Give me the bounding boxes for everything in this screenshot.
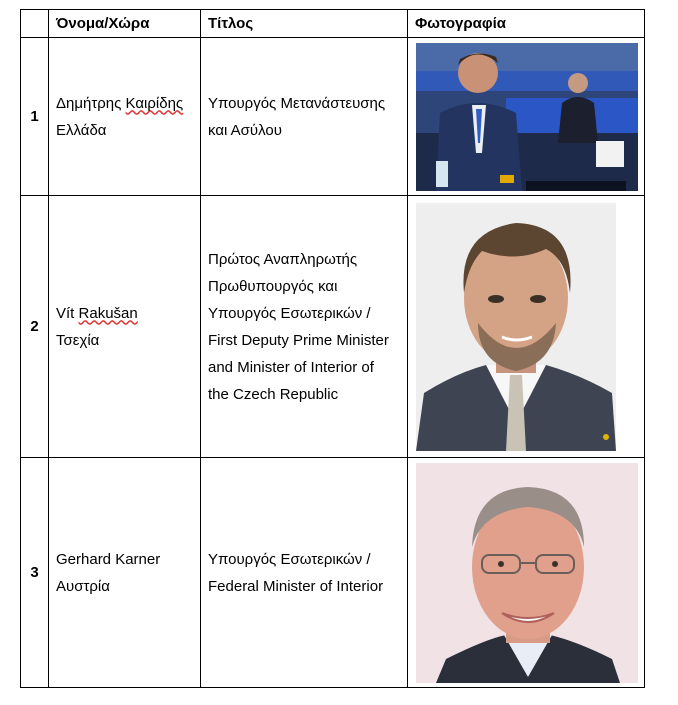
ministers-table [20,9,645,688]
person-name: Vít Rakušan [56,304,138,322]
name-country-cell [49,38,201,196]
header-number [21,10,49,38]
header-photo: Φωτογραφία [408,10,645,38]
title-cell: Υπουργός Εσωτερικών / Federal Minister of Interior [201,458,408,688]
photo-cell [408,196,645,458]
title-cell: Πρώτος Αναπληρωτής Πρωθυπουργός και Υπουργός Εσωτερικών / First Deputy Prime Minister and Minister of Interior of the Czech Republic [201,196,408,458]
header-title: Τίτλος [201,10,408,38]
header-name-country: Όνομα/Χώρα [49,10,201,38]
name-country-cell [49,458,201,688]
name-country-cell [49,196,201,458]
portrait-photo-icon [416,463,638,683]
row-number: 1 [21,38,49,196]
table-row [21,458,645,688]
photo-cell [408,38,645,196]
portrait-photo-icon [416,203,616,451]
table-row [21,196,645,458]
country: Αυστρία [56,577,110,595]
table-row [21,38,645,196]
photo-cell [408,458,645,688]
row-number: 2 [21,196,49,458]
person-name: Gerhard Karner [56,550,161,568]
title-cell: Υπουργός Μετανάστευσης και Ασύλου [201,38,408,196]
person-name: Δημήτρης Καιρίδης [56,94,184,112]
country: Ελλάδα [56,121,107,139]
row-number: 3 [21,458,49,688]
portrait-photo-icon [416,43,638,191]
country: Τσεχία [56,331,100,349]
header-row [21,10,645,38]
